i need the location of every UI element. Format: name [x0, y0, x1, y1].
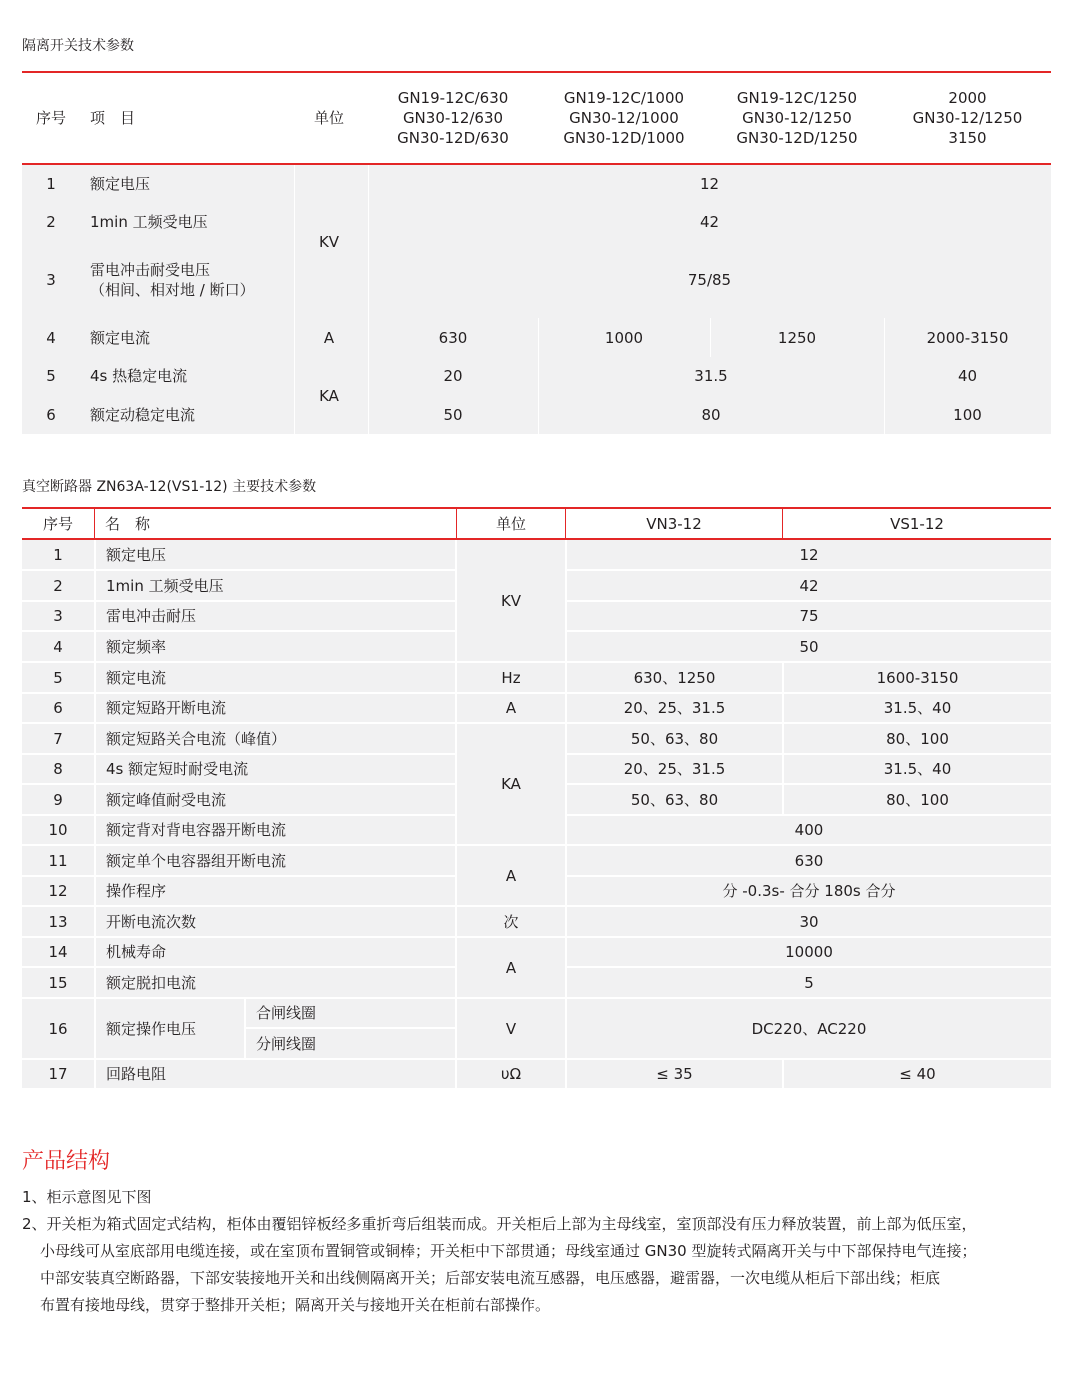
t1-row2-no: 2 — [46, 213, 56, 231]
t1-row6-item: 额定动稳定电流 — [90, 405, 196, 424]
t2-row2-value: 42 — [799, 576, 819, 595]
t2-row11-name: 额定单个电容器组开断电流 — [106, 851, 287, 870]
col2-model-3: GN30-12D/1000 — [563, 129, 685, 147]
t2-row3-value: 75 — [799, 607, 819, 625]
t2-row9-name: 额定峰值耐受电流 — [106, 790, 227, 809]
table1-header-rule — [22, 163, 1051, 165]
structure-p2-line2: 小母线可从室底部用电缆连接，或在室顶布置铜管或铜棒；开关柜中下部贯通；母线室通过 GN30 型旋转式隔离开关与中下部保持电气连接； — [40, 1242, 977, 1260]
t2-row4-no: 4 — [53, 637, 63, 656]
col1-model-3: GN30-12D/630 — [397, 129, 509, 147]
t2-row16-value: DC220、AC220 — [567, 999, 1051, 1058]
t2-row5-unit: Hz — [501, 668, 521, 687]
t2-row7-c1: 50、63、80 — [630, 729, 719, 748]
table1-header-col1 — [368, 87, 538, 149]
t1-row4-v3: 1250 — [777, 328, 817, 347]
t2-row3-no: 3 — [53, 607, 63, 625]
structure-p1: 1、柜示意图见下图 — [22, 1188, 152, 1206]
t2-row13-name: 开断电流次数 — [106, 912, 197, 931]
t1-row4-no: 4 — [46, 328, 56, 347]
t2-row6-name: 额定短路开断电流 — [106, 699, 227, 717]
t2-unit-ka: KA — [457, 724, 565, 844]
table2-header-rule — [22, 538, 1051, 540]
table1-title: 隔离开关技术参数 — [22, 38, 134, 54]
col1-model-1: GN19-12C/630 — [397, 89, 509, 107]
t1-row2-item: 1min 工频受电压 — [90, 213, 208, 231]
t2-row4-name: 额定频率 — [106, 637, 167, 656]
t1-row3-item-line2: （相间、相对地 / 断口） — [90, 280, 255, 299]
col1-model-2: GN30-12/630 — [402, 109, 504, 127]
t2-row11-value: 630 — [794, 851, 824, 870]
t2-row13-value: 30 — [799, 912, 819, 931]
t2-row17-name: 回路电阻 — [106, 1065, 167, 1083]
t2-row16-no: 16 — [48, 1019, 68, 1038]
t2-row17-c1: ≤ 35 — [656, 1065, 693, 1083]
t2-row9-no: 9 — [53, 790, 63, 809]
t2-row6-c1: 20、25、31.5 — [623, 699, 726, 717]
structure-p2-line1: 2、开关柜为箱式固定式结构，柜体由覆铝锌板经多重折弯后组装而成。开关柜后上部为主母线室，室顶部没有压力释放装置，前上部为低压室， — [22, 1215, 977, 1233]
t1-row5-v4: 40 — [957, 367, 978, 385]
t1-row3-item — [90, 241, 290, 318]
t2-row8-name: 4s 额定短时耐受电流 — [106, 760, 249, 778]
t2-row9-c2: 80、100 — [886, 790, 949, 809]
structure-p2-line3: 中部安装真空断路器，下部安装接地开关和出线侧隔离开关；后部安装电流互感器，电压感器，避雷器，一次电缆从柜后下部出线；柜底 — [40, 1269, 941, 1287]
t2-row1-no: 1 — [53, 545, 63, 564]
col2-model-1: GN19-12C/1000 — [563, 89, 685, 107]
t2-row16-sub1: 合闸线圈 — [256, 1004, 317, 1022]
t1-row5-item: 4s 热稳定电流 — [90, 367, 188, 385]
t1-row6-v1: 50 — [443, 405, 463, 424]
col3-model-2: GN30-12/1250 — [742, 109, 852, 127]
t1-row1-value: 12 — [699, 175, 720, 193]
switch-parameters-table — [22, 73, 1051, 434]
t2-header-unit: 单位 — [495, 514, 526, 533]
t2-row17-no: 17 — [48, 1065, 68, 1083]
t2-row6-c2: 31.5、40 — [883, 699, 952, 717]
t2-row2-name: 1min 工频受电压 — [106, 576, 224, 595]
t1-row6-v23: 80 — [701, 405, 721, 424]
col3-model-1: GN19-12C/1250 — [736, 89, 858, 107]
t1-row4-item: 额定电流 — [90, 328, 151, 347]
t2-row6-unit: A — [505, 699, 517, 717]
t2-row1-name: 额定电压 — [106, 545, 167, 564]
t1-row5-no: 5 — [46, 367, 56, 385]
t2-row2-no: 2 — [53, 576, 63, 595]
t2-row14-value: 10000 — [785, 943, 833, 961]
t1-row6-v4: 100 — [953, 405, 982, 424]
t1-row4-unit: A — [323, 328, 335, 347]
t2-row13-unit: 次 — [503, 912, 519, 931]
t1-row2-value: 42 — [699, 213, 720, 231]
t2-row7-c2: 80、100 — [886, 729, 949, 748]
t2-row12-no: 12 — [48, 882, 68, 900]
t2-row15-value: 5 — [804, 973, 814, 992]
t2-row15-name: 额定脱扣电流 — [106, 973, 197, 992]
t2-row6-no: 6 — [53, 699, 63, 717]
col4-model-1: 2000 — [948, 89, 987, 107]
t2-row16-unit: V — [457, 999, 565, 1058]
t1-row1-no: 1 — [46, 175, 56, 193]
t2-row9-c1: 50、63、80 — [630, 790, 719, 809]
breaker-parameters-table — [22, 508, 1051, 1088]
t2-header-name: 名 称 — [105, 514, 151, 533]
table1-header-col4 — [884, 87, 1051, 149]
t1-unit-ka: KA — [319, 386, 339, 405]
col4-model-2: GN30-12/1250 — [912, 109, 1023, 127]
col4-model-3: 3150 — [948, 129, 987, 147]
t2-row17-c2: ≤ 40 — [899, 1065, 936, 1083]
t1-row4-v4: 2000-3150 — [926, 328, 1009, 347]
t2-row12-value: 分 -0.3s- 合分 180s 合分 — [722, 882, 896, 900]
t2-row7-name: 额定短路关合电流（峰值） — [106, 729, 287, 748]
table2-title: 真空断路器 ZN63A-12(VS1-12) 主要技术参数 — [22, 479, 317, 495]
t2-row10-value: 400 — [794, 821, 824, 839]
t2-row1-value: 12 — [799, 545, 819, 564]
t2-row4-value: 50 — [799, 637, 819, 656]
t2-header-c1: VN3-12 — [646, 514, 702, 533]
t2-row5-c2: 1600-3150 — [876, 668, 959, 687]
section-title: 产品结构 — [22, 1149, 111, 1174]
t1-row4-v1: 630 — [438, 328, 468, 347]
t1-unit-kv: KV — [318, 232, 340, 251]
t2-row11-no: 11 — [48, 851, 68, 870]
t2-row7-no: 7 — [53, 729, 63, 748]
t2-row5-c1: 630、1250 — [633, 668, 716, 687]
t2-unit-kv: KV — [457, 540, 565, 661]
t2-row16-sub2: 分闸线圈 — [256, 1034, 317, 1053]
t2-row8-c2: 31.5、40 — [883, 760, 952, 778]
structure-p2-line4: 布置有接地母线，贯穿于整排开关柜；隔离开关与接地开关在柜前右部操作。 — [40, 1296, 551, 1314]
t2-row5-name: 额定电流 — [106, 668, 167, 687]
t2-row17-unit: υΩ — [500, 1065, 522, 1083]
t2-row5-no: 5 — [53, 668, 63, 687]
t1-row6-no: 6 — [46, 405, 56, 424]
table1-header-no: 序号 — [35, 109, 66, 127]
t1-row4-v2: 1000 — [604, 328, 644, 347]
t1-row5-v1: 20 — [443, 367, 463, 385]
col2-model-2: GN30-12/1000 — [569, 109, 679, 127]
table1-header-col3 — [710, 87, 884, 149]
t1-row5-v23: 31.5 — [694, 367, 728, 385]
table1-header-unit: 单位 — [313, 109, 344, 127]
t2-row3-name: 雷电冲击耐压 — [106, 607, 197, 625]
t2-row14-name: 机械寿命 — [106, 943, 167, 961]
col3-model-3: GN30-12D/1250 — [736, 129, 858, 147]
t1-row3-item-line1: 雷电冲击耐受电压 — [90, 260, 211, 279]
t1-row3-value: 75/85 — [687, 270, 732, 289]
table1-header-col2 — [538, 87, 710, 149]
t1-row1-item: 额定电压 — [90, 175, 151, 193]
t2-row13-no: 13 — [48, 912, 68, 931]
t1-row3-no: 3 — [46, 270, 56, 289]
t2-row10-name: 额定背对背电容器开断电流 — [106, 821, 287, 839]
table1-header-item: 项 目 — [90, 109, 136, 127]
t2-header-no: 序号 — [42, 514, 73, 533]
t2-row14-no: 14 — [48, 943, 68, 961]
t2-row10-no: 10 — [48, 821, 68, 839]
t2-unit-a-3: A — [457, 938, 565, 997]
t2-row16-name: 额定操作电压 — [106, 1019, 197, 1038]
t2-row8-c1: 20、25、31.5 — [623, 760, 726, 778]
t2-header-c2: VS1-12 — [890, 514, 944, 533]
t2-unit-a-2: A — [457, 846, 565, 905]
t2-row12-name: 操作程序 — [106, 882, 167, 900]
t2-row8-no: 8 — [53, 760, 63, 778]
t2-row15-no: 15 — [48, 973, 68, 992]
